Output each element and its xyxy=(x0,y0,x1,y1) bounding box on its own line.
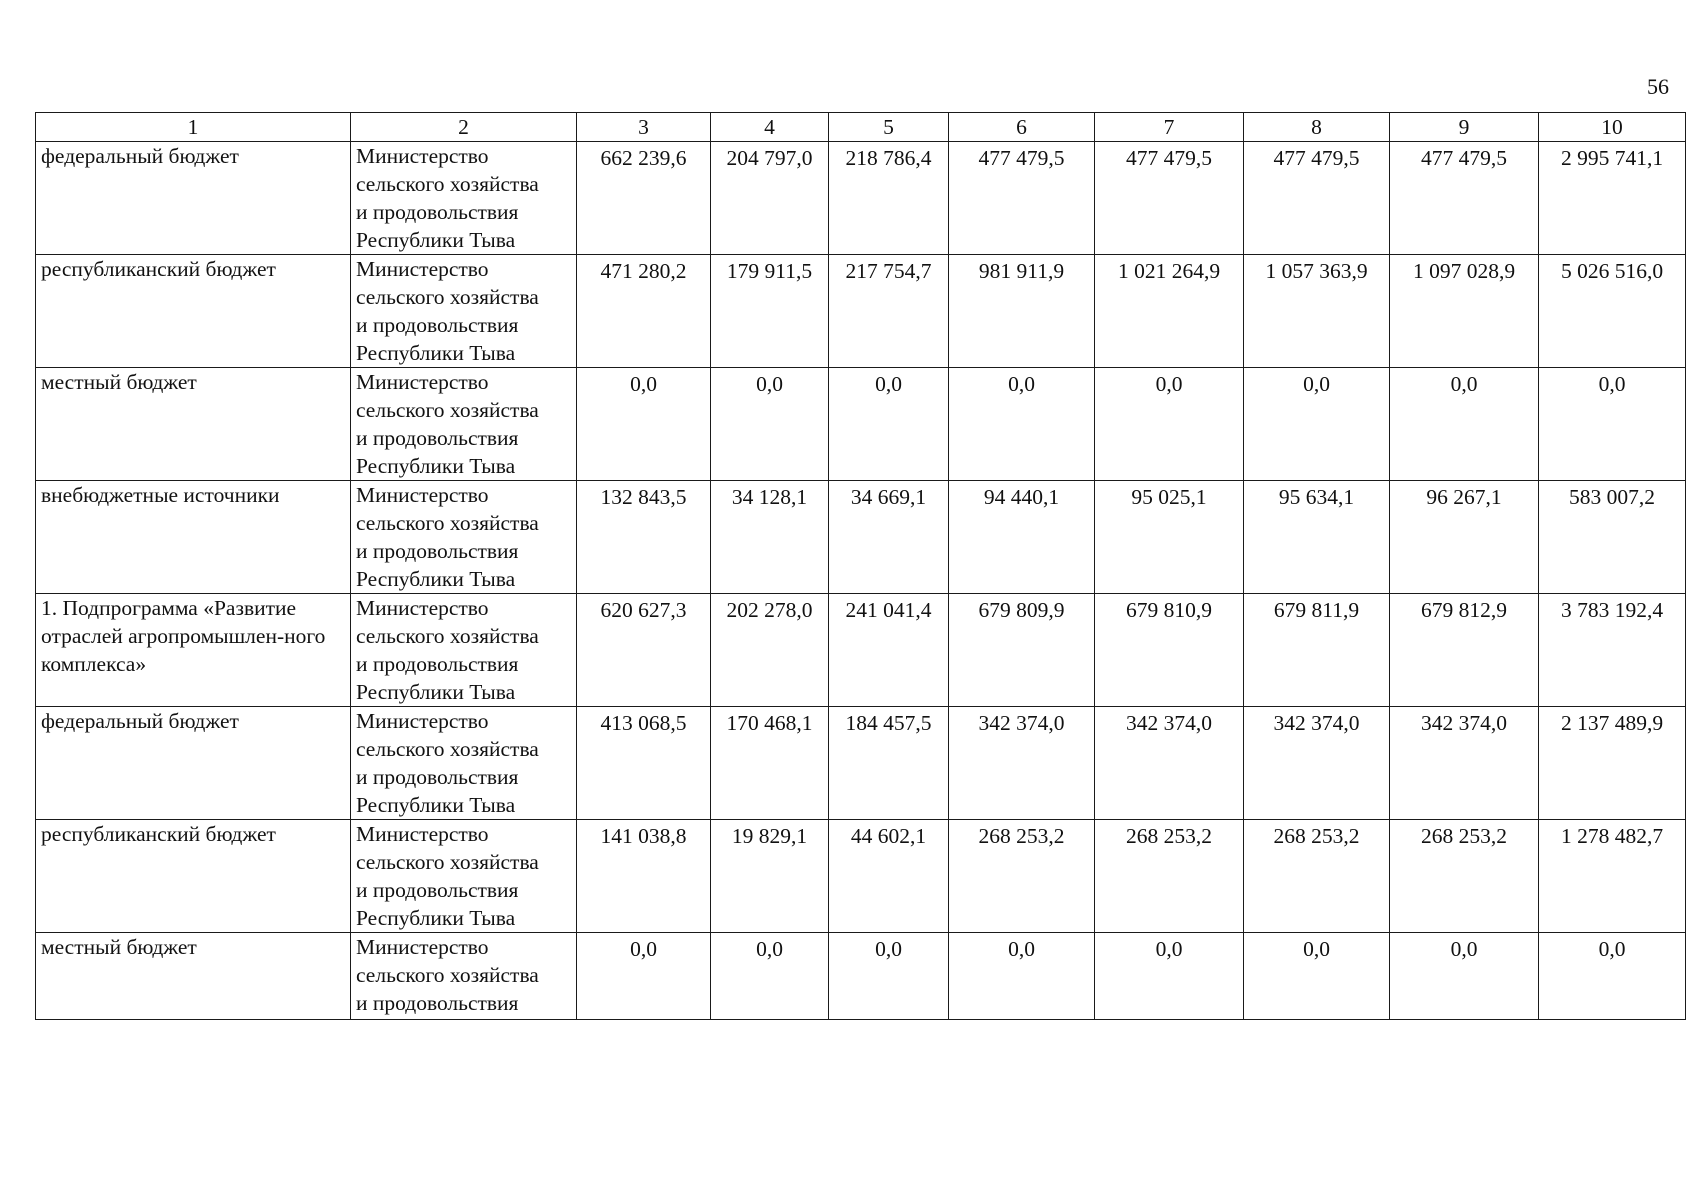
column-number-4: 4 xyxy=(711,113,829,142)
column-number-2: 2 xyxy=(351,113,577,142)
amount-cell-col-7: 0,0 xyxy=(1095,933,1244,1020)
table-row xyxy=(36,933,1686,1020)
organization-line: и продовольствия xyxy=(356,426,519,450)
amount-cell-col-10: 0,0 xyxy=(1539,368,1686,481)
row-label: республиканский бюджет xyxy=(36,820,351,933)
organization-line: Республики Тыва xyxy=(356,567,516,591)
amount-cell-col-9: 0,0 xyxy=(1390,368,1539,481)
organization-line: Республики Тыва xyxy=(356,228,516,252)
row-label: федеральный бюджет xyxy=(36,142,351,255)
amount-cell-col-5: 44 602,1 xyxy=(829,820,949,933)
amount-cell-col-10: 583 007,2 xyxy=(1539,481,1686,594)
amount-cell-col-9: 1 097 028,9 xyxy=(1390,255,1539,368)
page-number: 56 xyxy=(1647,74,1669,99)
amount-cell-col-6: 679 809,9 xyxy=(949,594,1095,707)
column-number-10: 10 xyxy=(1539,113,1686,142)
amount-cell-col-3: 662 239,6 xyxy=(577,142,711,255)
organization-line: Республики Тыва xyxy=(356,454,516,478)
responsible-organization xyxy=(351,820,577,933)
organization-line: сельского хозяйства xyxy=(356,398,539,422)
amount-cell-col-3: 132 843,5 xyxy=(577,481,711,594)
amount-cell-col-4: 202 278,0 xyxy=(711,594,829,707)
organization-line: Республики Тыва xyxy=(356,680,516,704)
organization-line: Министерство xyxy=(356,483,489,507)
organization-line: и продовольствия xyxy=(356,765,519,789)
responsible-organization xyxy=(351,368,577,481)
table-row xyxy=(36,255,1686,368)
amount-cell-col-5: 34 669,1 xyxy=(829,481,949,594)
row-label: местный бюджет xyxy=(36,368,351,481)
amount-cell-col-3: 413 068,5 xyxy=(577,707,711,820)
amount-cell-col-8: 342 374,0 xyxy=(1244,707,1390,820)
organization-line: сельского хозяйства xyxy=(356,737,539,761)
organization-line: Министерство xyxy=(356,257,489,281)
budget-table xyxy=(35,112,1686,1020)
amount-cell-col-7: 268 253,2 xyxy=(1095,820,1244,933)
amount-cell-col-5: 0,0 xyxy=(829,933,949,1020)
amount-cell-col-3: 0,0 xyxy=(577,933,711,1020)
amount-cell-col-8: 1 057 363,9 xyxy=(1244,255,1390,368)
amount-cell-col-10: 5 026 516,0 xyxy=(1539,255,1686,368)
row-label: республиканский бюджет xyxy=(36,255,351,368)
amount-cell-col-7: 477 479,5 xyxy=(1095,142,1244,255)
column-number-1: 1 xyxy=(36,113,351,142)
table-row xyxy=(36,820,1686,933)
organization-line: и продовольствия xyxy=(356,539,519,563)
row-label: местный бюджет xyxy=(36,933,351,1020)
organization-line: Министерство xyxy=(356,370,489,394)
organization-line: Республики Тыва xyxy=(356,341,516,365)
column-number-8: 8 xyxy=(1244,113,1390,142)
amount-cell-col-5: 218 786,4 xyxy=(829,142,949,255)
table-body xyxy=(36,142,1686,1020)
amount-cell-col-9: 679 812,9 xyxy=(1390,594,1539,707)
responsible-organization xyxy=(351,142,577,255)
amount-cell-col-10: 3 783 192,4 xyxy=(1539,594,1686,707)
amount-cell-col-4: 204 797,0 xyxy=(711,142,829,255)
organization-line: Министерство xyxy=(356,709,489,733)
responsible-organization xyxy=(351,255,577,368)
amount-cell-col-3: 141 038,8 xyxy=(577,820,711,933)
column-number-6: 6 xyxy=(949,113,1095,142)
organization-line: и продовольствия xyxy=(356,652,519,676)
amount-cell-col-4: 19 829,1 xyxy=(711,820,829,933)
amount-cell-col-6: 342 374,0 xyxy=(949,707,1095,820)
amount-cell-col-9: 342 374,0 xyxy=(1390,707,1539,820)
table-row xyxy=(36,481,1686,594)
organization-line: сельского хозяйства xyxy=(356,963,539,987)
organization-line: сельского хозяйства xyxy=(356,285,539,309)
responsible-organization xyxy=(351,594,577,707)
column-number-3: 3 xyxy=(577,113,711,142)
amount-cell-col-4: 170 468,1 xyxy=(711,707,829,820)
row-label: внебюджетные источники xyxy=(36,481,351,594)
amount-cell-col-6: 0,0 xyxy=(949,368,1095,481)
amount-cell-col-9: 268 253,2 xyxy=(1390,820,1539,933)
amount-cell-col-3: 620 627,3 xyxy=(577,594,711,707)
amount-cell-col-7: 95 025,1 xyxy=(1095,481,1244,594)
amount-cell-col-7: 0,0 xyxy=(1095,368,1244,481)
amount-cell-col-9: 0,0 xyxy=(1390,933,1539,1020)
table-row xyxy=(36,142,1686,255)
organization-line: сельского хозяйства xyxy=(356,172,539,196)
organization-line: и продовольствия xyxy=(356,878,519,902)
amount-cell-col-8: 268 253,2 xyxy=(1244,820,1390,933)
organization-line: и продовольствия xyxy=(356,200,519,224)
column-number-5: 5 xyxy=(829,113,949,142)
amount-cell-col-6: 477 479,5 xyxy=(949,142,1095,255)
organization-line: Республики Тыва xyxy=(356,906,516,930)
organization-line: Республики Тыва xyxy=(356,793,516,817)
organization-line: сельского хозяйства xyxy=(356,511,539,535)
amount-cell-col-10: 2 137 489,9 xyxy=(1539,707,1686,820)
column-number-7: 7 xyxy=(1095,113,1244,142)
amount-cell-col-8: 95 634,1 xyxy=(1244,481,1390,594)
organization-line: Министерство xyxy=(356,822,489,846)
amount-cell-col-8: 0,0 xyxy=(1244,933,1390,1020)
column-number-9: 9 xyxy=(1390,113,1539,142)
organization-line: Министерство xyxy=(356,596,489,620)
amount-cell-col-10: 0,0 xyxy=(1539,933,1686,1020)
organization-line: сельского хозяйства xyxy=(356,850,539,874)
amount-cell-col-6: 268 253,2 xyxy=(949,820,1095,933)
organization-line: и продовольствия xyxy=(356,313,519,337)
amount-cell-col-3: 0,0 xyxy=(577,368,711,481)
amount-cell-col-5: 184 457,5 xyxy=(829,707,949,820)
amount-cell-col-4: 179 911,5 xyxy=(711,255,829,368)
column-number-row xyxy=(36,113,1686,142)
amount-cell-col-4: 0,0 xyxy=(711,368,829,481)
amount-cell-col-8: 679 811,9 xyxy=(1244,594,1390,707)
amount-cell-col-8: 477 479,5 xyxy=(1244,142,1390,255)
organization-line: и продовольствия xyxy=(356,991,519,1015)
amount-cell-col-6: 981 911,9 xyxy=(949,255,1095,368)
responsible-organization xyxy=(351,933,577,1020)
amount-cell-col-7: 679 810,9 xyxy=(1095,594,1244,707)
amount-cell-col-4: 0,0 xyxy=(711,933,829,1020)
table-row xyxy=(36,707,1686,820)
responsible-organization xyxy=(351,481,577,594)
table-row xyxy=(36,368,1686,481)
amount-cell-col-10: 2 995 741,1 xyxy=(1539,142,1686,255)
organization-line: сельского хозяйства xyxy=(356,624,539,648)
amount-cell-col-8: 0,0 xyxy=(1244,368,1390,481)
amount-cell-col-7: 342 374,0 xyxy=(1095,707,1244,820)
amount-cell-col-10: 1 278 482,7 xyxy=(1539,820,1686,933)
amount-cell-col-5: 217 754,7 xyxy=(829,255,949,368)
amount-cell-col-3: 471 280,2 xyxy=(577,255,711,368)
organization-line: Министерство xyxy=(356,935,489,959)
amount-cell-col-7: 1 021 264,9 xyxy=(1095,255,1244,368)
table-row xyxy=(36,594,1686,707)
amount-cell-col-5: 0,0 xyxy=(829,368,949,481)
row-label: 1. Подпрограмма «Развитие отраслей агропромышлен-ного комплекса» xyxy=(36,594,351,707)
amount-cell-col-4: 34 128,1 xyxy=(711,481,829,594)
responsible-organization xyxy=(351,707,577,820)
amount-cell-col-5: 241 041,4 xyxy=(829,594,949,707)
amount-cell-col-9: 477 479,5 xyxy=(1390,142,1539,255)
amount-cell-col-6: 0,0 xyxy=(949,933,1095,1020)
organization-line: Министерство xyxy=(356,144,489,168)
amount-cell-col-6: 94 440,1 xyxy=(949,481,1095,594)
row-label: федеральный бюджет xyxy=(36,707,351,820)
amount-cell-col-9: 96 267,1 xyxy=(1390,481,1539,594)
